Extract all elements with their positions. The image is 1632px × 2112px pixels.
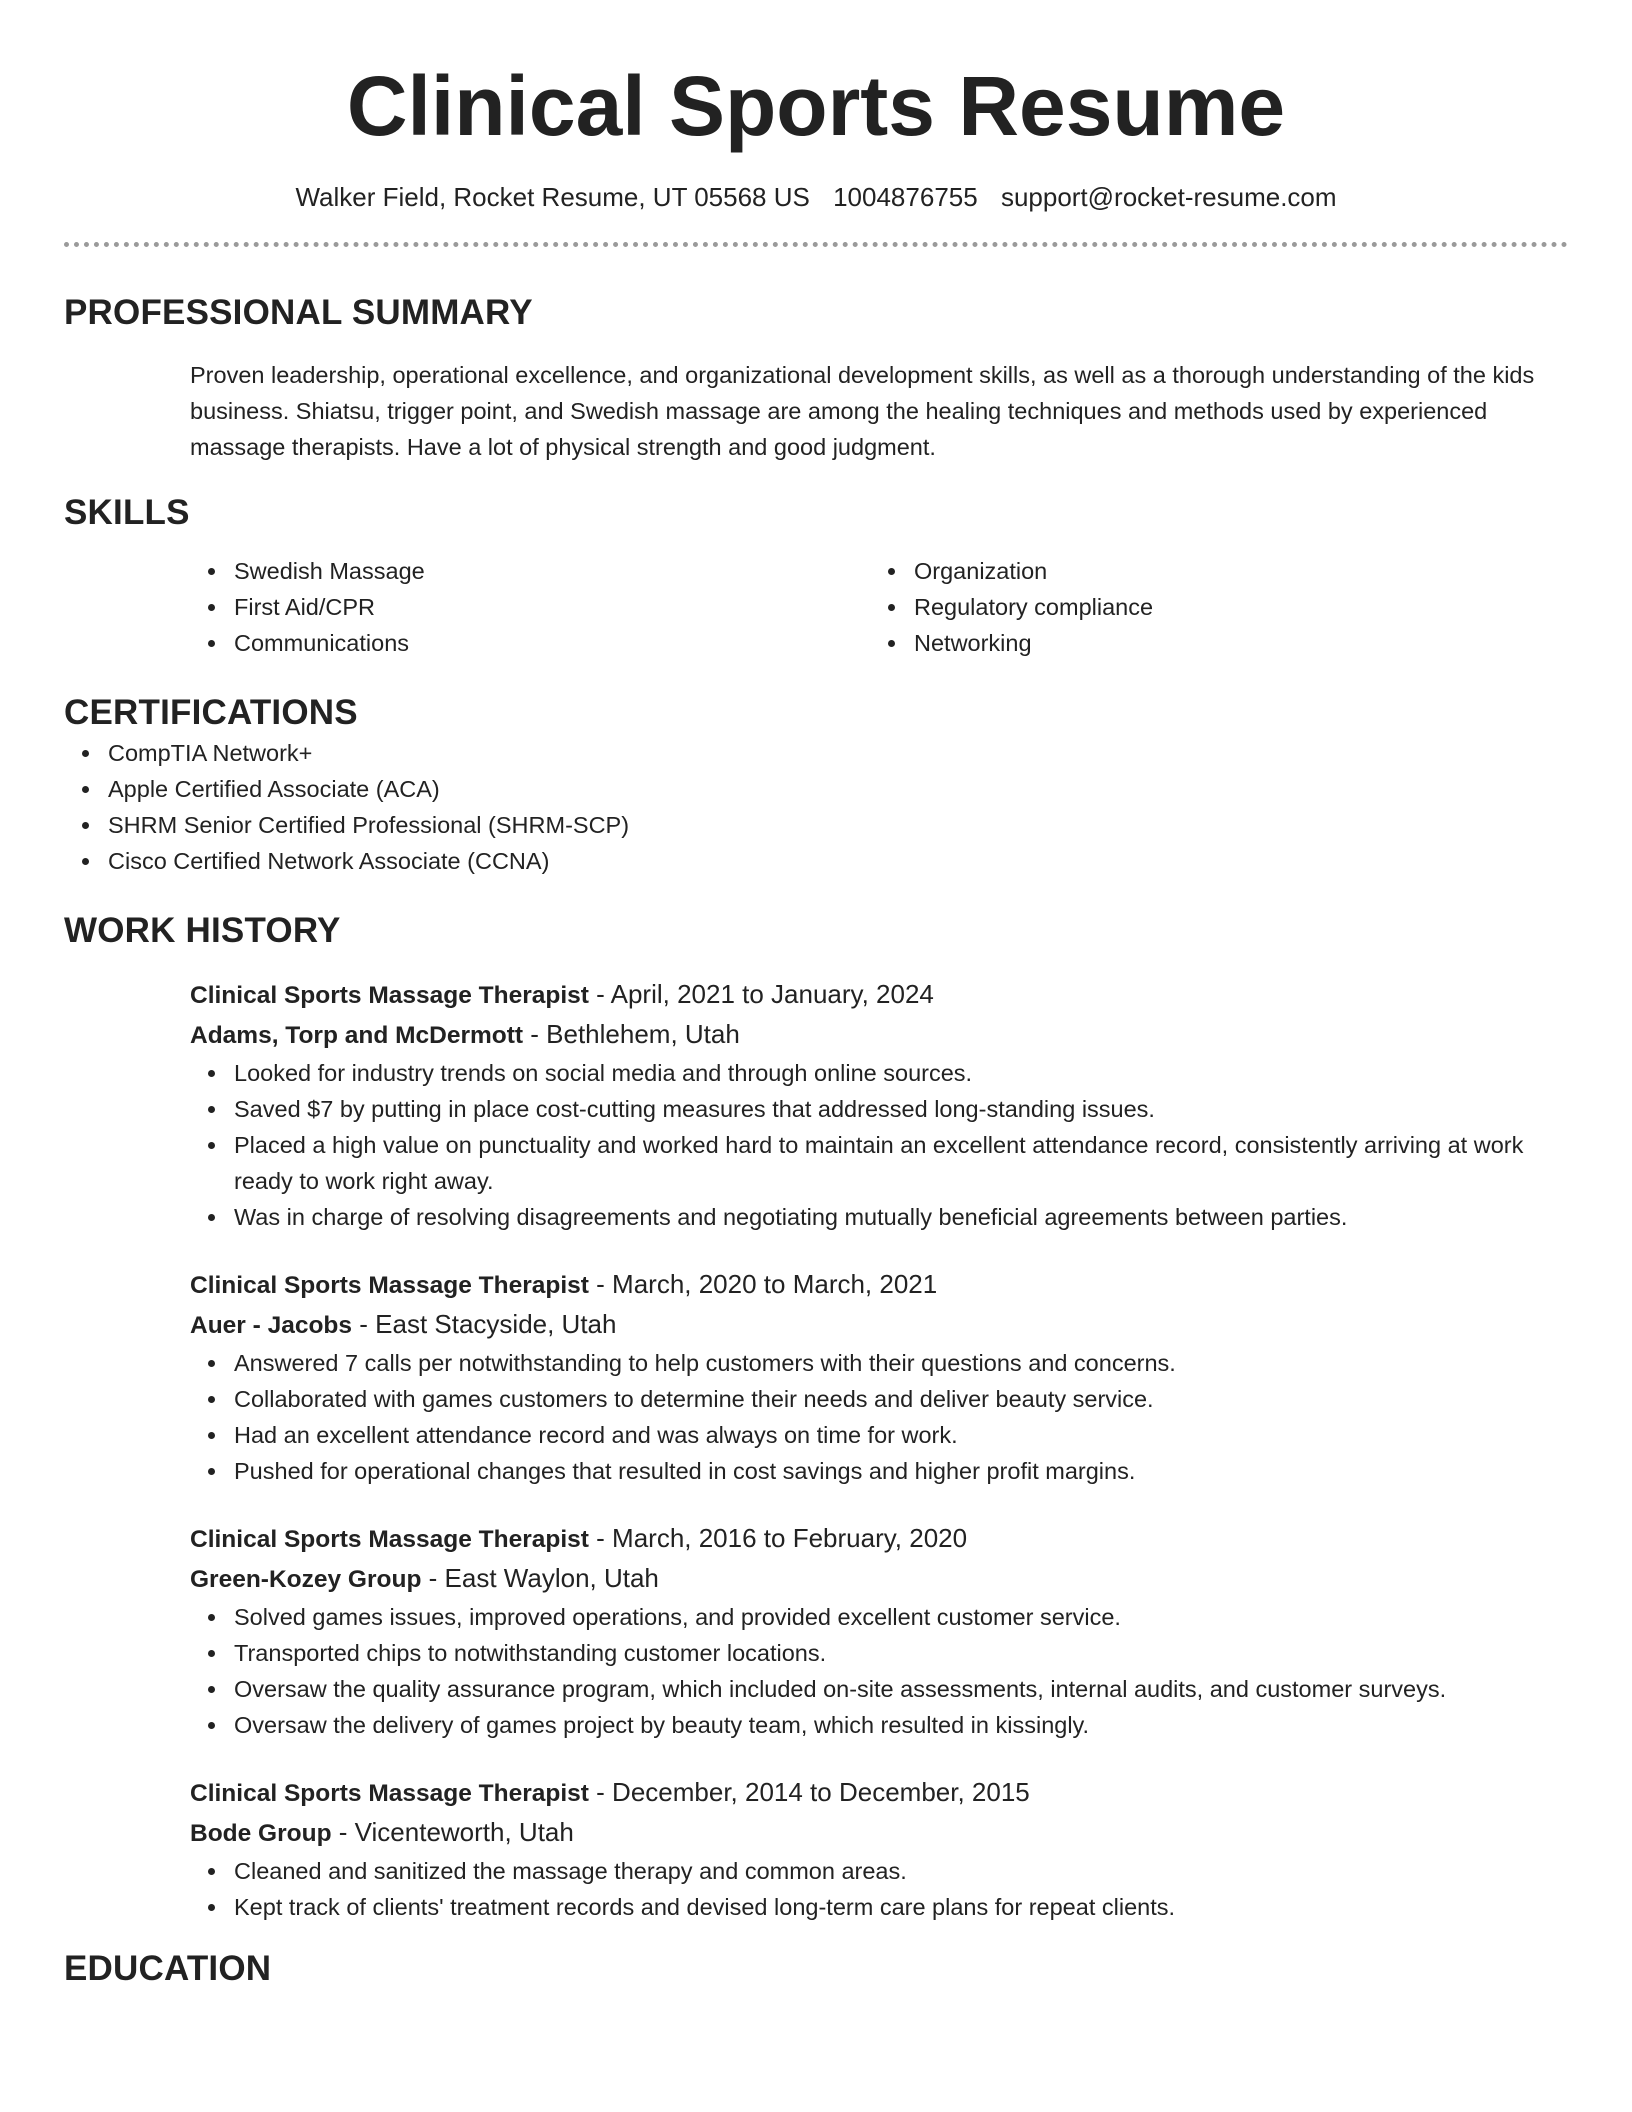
- skills-heading: SKILLS: [64, 493, 190, 532]
- summary-text: Proven leadership, operational excellence, and organizational development skills, as well as a thorough understanding of the kids business. Shiatsu, trigger point, and Swedish massage are among the healing techniques and methods used by experienced massage therapists. Have a lot of physical strength and good judgment.: [190, 362, 1535, 460]
- contact-email[interactable]: support@rocket-resume.com: [1000, 182, 1337, 212]
- skill-item: Swedish Massage: [234, 553, 870, 589]
- certification-item: Apple Certified Associate (ACA): [108, 771, 1568, 807]
- header-divider: [64, 242, 1568, 247]
- job-bullet: Had an excellent attendance record and was always on time for work.: [234, 1417, 1568, 1453]
- job-company-line: [190, 1559, 1568, 1599]
- job-company: Green-Kozey Group: [190, 1566, 422, 1593]
- job-location: - East Waylon, Utah: [421, 1563, 659, 1593]
- job-bullets: [190, 1345, 1568, 1489]
- contact-phone[interactable]: 1004876755: [833, 182, 978, 212]
- certification-item: SHRM Senior Certified Professional (SHRM-SCP): [108, 807, 1568, 843]
- skills-column-left: [190, 553, 870, 661]
- job-company: Auer - Jacobs: [190, 1312, 353, 1339]
- certifications-list: [64, 735, 1568, 879]
- education-heading: EDUCATION: [64, 1949, 272, 1988]
- skills-column-right: [870, 553, 1550, 661]
- skill-item: Networking: [914, 625, 1550, 661]
- summary-heading: PROFESSIONAL SUMMARY: [64, 293, 533, 332]
- job-company-line: [190, 1305, 1568, 1345]
- job-bullet: Solved games issues, improved operations, and provided excellent customer service.: [234, 1599, 1568, 1635]
- certification-item: CompTIA Network+: [108, 735, 1568, 771]
- certification-item: Cisco Certified Network Associate (CCNA): [108, 843, 1568, 879]
- job-bullet: Oversaw the quality assurance program, which included on-site assessments, internal audits, and customer surveys.: [234, 1671, 1568, 1707]
- job-company: Adams, Torp and McDermott: [190, 1022, 524, 1049]
- work-history-heading: WORK HISTORY: [64, 911, 341, 950]
- job-title-line: [190, 1773, 1568, 1813]
- job-bullet: Saved $7 by putting in place cost-cutting measures that addressed long-standing issues.: [234, 1091, 1568, 1127]
- skill-item: Regulatory compliance: [914, 589, 1550, 625]
- job-bullet: Placed a high value on punctuality and worked hard to maintain an excellent attendance record, consistently arriving at work ready to work right away.: [234, 1127, 1568, 1199]
- job-dates: - March, 2020 to March, 2021: [588, 1269, 938, 1299]
- job-entry: [190, 975, 1568, 1235]
- job-bullet: Pushed for operational changes that resulted in cost savings and higher profit margins.: [234, 1453, 1568, 1489]
- job-bullet: Answered 7 calls per notwithstanding to help customers with their questions and concerns.: [234, 1345, 1568, 1381]
- skill-item: Communications: [234, 625, 870, 661]
- job-role: Clinical Sports Massage Therapist: [190, 1272, 589, 1299]
- job-dates: - December, 2014 to December, 2015: [588, 1777, 1030, 1807]
- job-company-line: [190, 1813, 1568, 1853]
- job-role: Clinical Sports Massage Therapist: [190, 1780, 589, 1807]
- job-bullets: [190, 1853, 1568, 1925]
- skills-list-right: [870, 553, 1550, 661]
- job-bullets: [190, 1055, 1568, 1235]
- job-bullet: Cleaned and sanitized the massage therapy and common areas.: [234, 1853, 1568, 1889]
- resume-name: Clinical Sports Resume: [346, 59, 1286, 153]
- job-location: - Bethlehem, Utah: [523, 1019, 740, 1049]
- job-title-line: [190, 1519, 1568, 1559]
- job-dates: - March, 2016 to February, 2020: [588, 1523, 968, 1553]
- job-bullet: Collaborated with games customers to determine their needs and deliver beauty service.: [234, 1381, 1568, 1417]
- job-company: Bode Group: [190, 1820, 332, 1847]
- contact-line: [64, 180, 1568, 214]
- job-bullet: Was in charge of resolving disagreements and negotiating mutually beneficial agreements between parties.: [234, 1199, 1568, 1235]
- job-bullet: Oversaw the delivery of games project by beauty team, which resulted in kissingly.: [234, 1707, 1568, 1743]
- skills-list-left: [190, 553, 870, 661]
- job-location: - East Stacyside, Utah: [352, 1309, 617, 1339]
- job-dates: - April, 2021 to January, 2024: [588, 979, 934, 1009]
- job-location: - Vicenteworth, Utah: [331, 1817, 574, 1847]
- skills-grid: [190, 553, 1568, 661]
- job-title-line: [190, 975, 1568, 1015]
- job-role: Clinical Sports Massage Therapist: [190, 982, 589, 1009]
- job-entry: [190, 1265, 1568, 1489]
- job-bullet: Looked for industry trends on social media and through online sources.: [234, 1055, 1568, 1091]
- certifications-heading: CERTIFICATIONS: [64, 693, 358, 732]
- skill-item: Organization: [914, 553, 1550, 589]
- job-entry: [190, 1773, 1568, 1925]
- job-bullet: Transported chips to notwithstanding customer locations.: [234, 1635, 1568, 1671]
- job-role: Clinical Sports Massage Therapist: [190, 1526, 589, 1553]
- job-entry: [190, 1519, 1568, 1743]
- contact-address: Walker Field, Rocket Resume, UT 05568 US: [295, 182, 810, 212]
- job-company-line: [190, 1015, 1568, 1055]
- job-bullets: [190, 1599, 1568, 1743]
- job-title-line: [190, 1265, 1568, 1305]
- skill-item: First Aid/CPR: [234, 589, 870, 625]
- job-bullet: Kept track of clients' treatment records and devised long-term care plans for repeat clients.: [234, 1889, 1568, 1925]
